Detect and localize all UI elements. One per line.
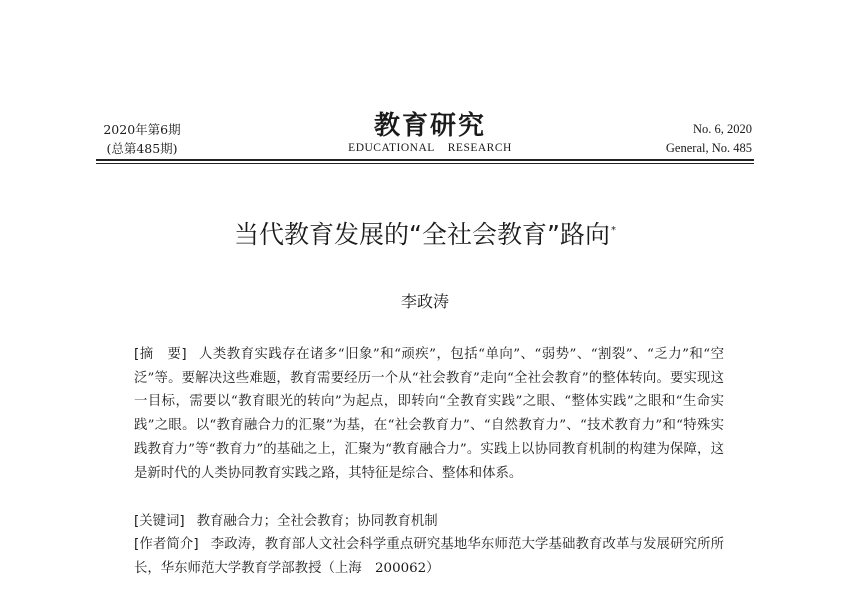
- issue-year-number: 2020年第6期: [103, 122, 181, 137]
- journal-logo: [330, 112, 530, 156]
- header-rule-thick: [96, 159, 754, 161]
- header-rule-thin: [96, 163, 754, 164]
- journal-issue-right: [642, 120, 752, 158]
- keywords-text: 教育融合力；全社会教育；协同教育机制: [196, 514, 438, 529]
- article-title: [96, 218, 754, 252]
- journal-logo-chinese: 教育研究: [373, 111, 486, 141]
- issue-total-number: (总第485期): [106, 141, 178, 156]
- issue-no-english: No. 6, 2020: [692, 122, 752, 136]
- abstract-label: [摘 要]: [134, 347, 187, 362]
- title-footnote-mark: *: [610, 225, 616, 236]
- issue-general-english: General, No. 485: [665, 141, 752, 155]
- keywords-line: [134, 510, 724, 534]
- abstract-text: 人类教育实践存在诸多“旧象”和“顽疾”，包括“单向”、“弱势”、“割裂”、“乏力”和“空泛”等。要解决这些难题，教育需要经历一个从“社会教育”走向“全社会教育”的整体转向。要实现这一目标，需要以“教育眼光的转向”为起点，即转向“全教育实践”之眼、“整体实践”之眼和“生命实践”之眼。以“教育融合力的汇聚”为基，在“社会教育力”、“自然教育力”、“技术教育力”和“特殊实践教育力”等“教育力”的基础之上，汇聚为“教育融合力”。实践上以协同教育机制的构建为保障，这是新时代的人类协同教育实践之路，其特征是综合、整体和体系。: [134, 347, 724, 481]
- author-bio: [134, 533, 724, 580]
- bio-text: 李政涛，教育部人文社会科学重点研究基地华东师范大学基础教育改革与发展研究所所长，华东师范大学教育学部教授（上海 200062）: [134, 537, 724, 576]
- journal-logo-english: EDUCATIONAL RESEARCH: [348, 142, 512, 154]
- keywords-label: [关键词]: [134, 514, 185, 529]
- article-author: 李政涛: [400, 292, 449, 311]
- article-title-text: 当代教育发展的“全社会教育”路向: [234, 220, 610, 249]
- journal-issue-left: [96, 120, 188, 158]
- abstract-paragraph: [134, 343, 724, 485]
- bio-label: [作者简介]: [134, 537, 199, 552]
